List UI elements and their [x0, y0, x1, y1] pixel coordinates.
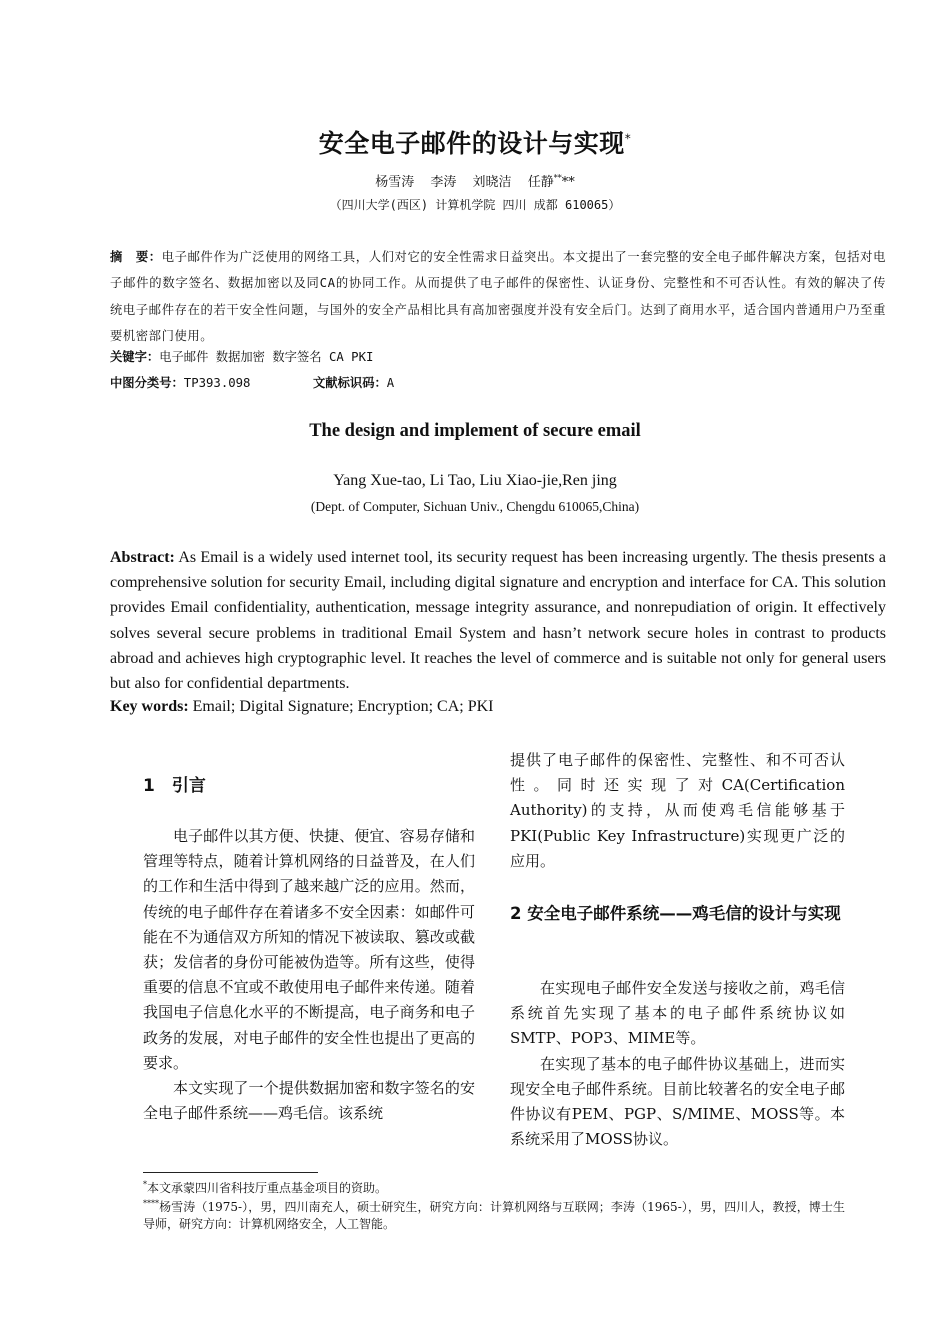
keywords-cn: 关键字：电子邮件 数据加密 数字签名 CA PKI — [110, 350, 374, 364]
section2-paragraph-1: 在实现电子邮件安全发送与接收之前，鸡毛信系统首先实现了基本的电子邮件系统协议如SMTP、POP3、MIME等。 — [510, 979, 845, 1048]
authors-cn: 杨雪涛 李涛 刘晓洁 任静**** — [375, 173, 575, 190]
affiliation-en: (Dept. of Computer, Sichuan Univ., Chengdu 610065,China) — [310, 499, 640, 514]
authors-en: Yang Xue-tao, Li Tao, Liu Xiao-jie,Ren jing — [333, 472, 617, 489]
keywords-en: Key words: Email; Digital Signature; Encryption; CA; PKI — [110, 698, 494, 715]
affiliation-cn: （四川大学(西区) 计算机学院 四川 成都 610065） — [329, 198, 621, 212]
section1-heading: 1 引言 — [143, 776, 206, 796]
abstract-en: Abstract: As Email is a widely used internet tool, its security request has been increasing urgently. The thesis presents a comprehensive solution for security Email, including digital signature and encryption and interface for CA. This solution provides Email confidentiality, authentication, message integrity assurance, and nonrepudiation of origin. It effectively solves several secure problems in traditional Email System and hasn’t network secure holes in contrast to products abroad and achieves high cryptographic level. It reaches the level of commerce and is suitable not only for general users but also for confidential departments. — [110, 549, 887, 693]
abstract-cn: 摘 要：电子邮件作为广泛使用的网络工具，人们对它的安全性需求日益突出。本文提出了一套完整的安全电子邮件解决方案，包括对电子邮件的数字签名、数据加密以及同CA的协同工作。从而提供了电子邮件的保密性、认证身份、完整性和不可否认性。有效的解决了传统电子邮件存在的若干安全性问题，与国外的安全产品相比具有高加密强度并没有安全后门。达到了商用水平，适合国内普通用户乃至重要机密部门使用。 — [110, 250, 887, 343]
section2-heading: 2 安全电子邮件系统——鸡毛信的设计与实现 — [510, 904, 841, 923]
section2-paragraph-2: 在实现了基本的电子邮件协议基础上，进而实现安全电子邮件系统。目前比较著名的安全电子邮件协议有PEM、PGP、S/MIME、MOSS等。本系统采用了MOSS协议。 — [510, 1054, 845, 1149]
footnote-divider — [143, 1172, 318, 1173]
section2-body — [510, 976, 845, 1152]
classification-row: 中图分类号：TP393.098 文献标识码：A — [110, 376, 395, 390]
footnote-2: ****杨雪涛（1975-），男，四川南充人，硕士研究生，研究方向：计算机网络与互联网；李涛（1965-），男，四川人，教授，博士生导师，研究方向：计算机网络安全，人工智能。 — [143, 1199, 845, 1231]
paper-title-cn: 安全电子邮件的设计与实现* — [318, 129, 632, 158]
section1-continuation: 提供了电子邮件的保密性、完整性、和不可否认性。同时还实现了对CA(Certification Authority)的支持，从而使鸡毛信能够基于PKI(Public Key Infrastructure)实现更广泛的应用。 — [510, 751, 845, 870]
footnote-1: *本文承蒙四川省科技厅重点基金项目的资助。 — [143, 1180, 388, 1195]
paper-title-en: The design and implement of secure email — [309, 421, 641, 441]
section1-body — [143, 824, 475, 1126]
section1-paragraph-2: 本文实现了一个提供数据加密和数字签名的安全电子邮件系统——鸡毛信。该系统 — [143, 1079, 475, 1123]
section1-paragraph-1: 电子邮件以其方便、快捷、便宜、容易存储和管理等特点，随着计算机网络的日益普及，在人们的工作和生活中得到了越来越广泛的应用。然而，传统的电子邮件存在着诸多不安全因素：如邮件可能在不为通信双方所知的情况下被读取、篡改或截获；发信者的身份可能被伪造等。所有这些，使得重要的信息不宜或不敢使用电子邮件来传递。随着我国电子信息化水平的不断提高，电子商务和电子政务的发展，对电子邮件的安全性也提出了更高的要求。 — [143, 827, 475, 1072]
